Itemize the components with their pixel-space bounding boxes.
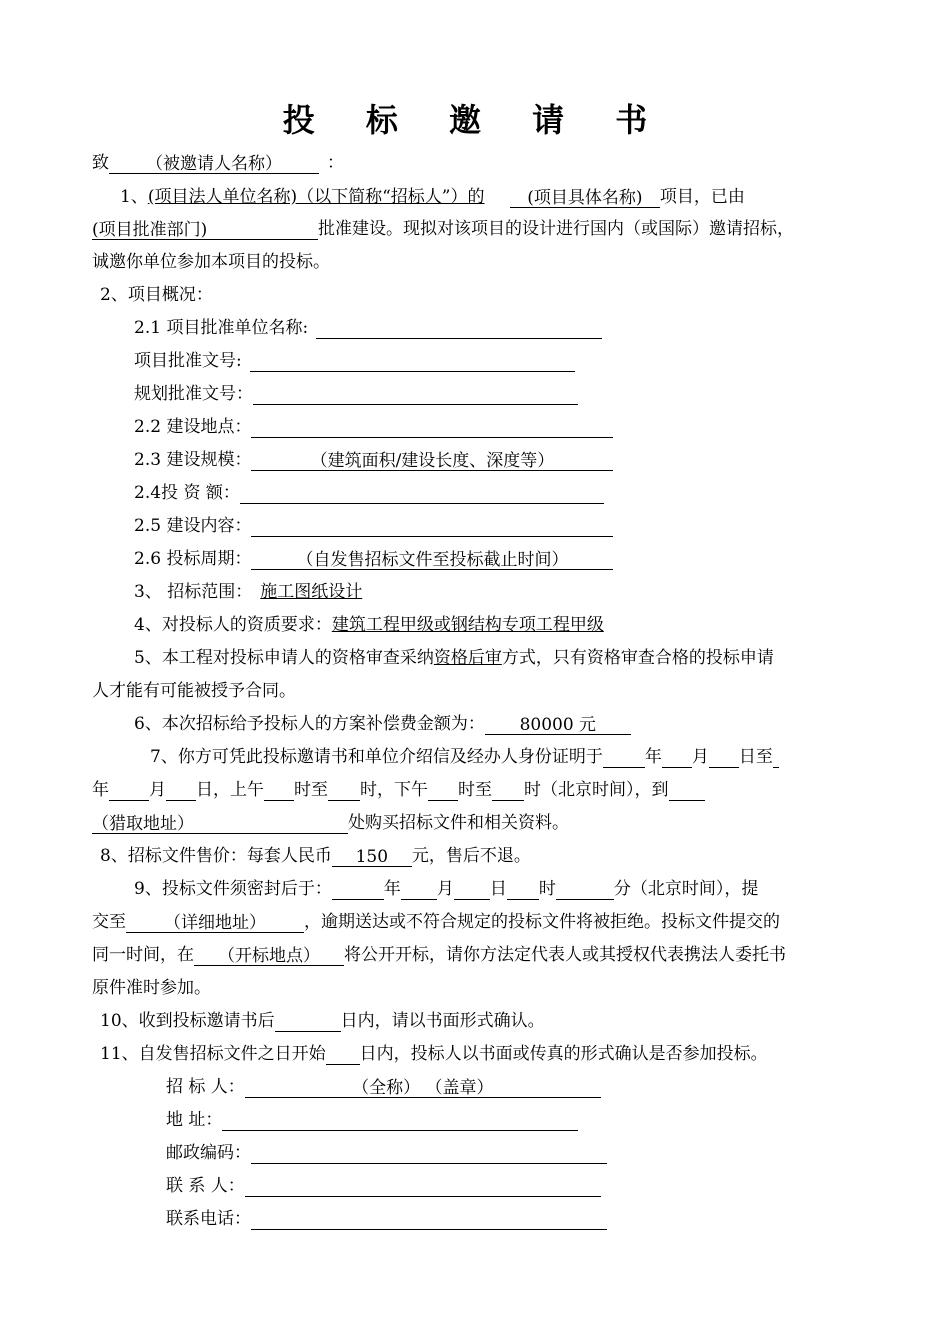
p3-label: 3、 招标范围： bbox=[134, 582, 253, 602]
p4-label: 4、对投标人的资质要求： bbox=[134, 615, 332, 635]
blank bbox=[709, 747, 739, 768]
p7-line3 bbox=[92, 812, 569, 834]
blank bbox=[603, 747, 645, 768]
p9-fen: 分（北京时间），提 bbox=[613, 879, 759, 899]
invitee-name-blank bbox=[109, 153, 319, 174]
page-title: 投 标 邀 请 书 bbox=[282, 101, 668, 139]
item-2-2-blank bbox=[251, 417, 613, 438]
p9-nian: 年 bbox=[383, 879, 401, 899]
p9-addr-blank bbox=[126, 912, 304, 933]
item-2-6-blank bbox=[251, 549, 613, 570]
p1-line1 bbox=[120, 186, 745, 208]
item-2-4-blank bbox=[240, 483, 604, 504]
p2-heading: 2、项目概况： bbox=[100, 285, 213, 305]
p7-shi-xiawu: 时，下午 bbox=[360, 780, 428, 800]
p4-value: 建筑工程甲级或钢结构专项工程甲级 bbox=[331, 615, 604, 635]
invitee-name: （被邀请人名称） bbox=[146, 154, 282, 174]
p1-mid: 项目，已由 bbox=[659, 187, 745, 207]
sign-tenderer-value: （全称） （盖章） bbox=[352, 1078, 494, 1098]
item-2-1-label: 2.1 项目批准单位名称: bbox=[134, 318, 309, 338]
p1-rest: 批准建设。现拟对该项目的设计进行国内（或国际）邀请招标， bbox=[318, 219, 794, 239]
p7-line2 bbox=[92, 779, 705, 801]
p7-addr-blank bbox=[92, 813, 348, 834]
blank bbox=[401, 879, 437, 900]
sign-address bbox=[166, 1109, 578, 1131]
p11-a: 11、自发售招标文件之日开始 bbox=[100, 1044, 326, 1064]
p7-ri-zhi: 日至 bbox=[738, 747, 773, 767]
blank bbox=[492, 780, 524, 801]
sign-contact bbox=[166, 1175, 601, 1197]
item-2-3-blank bbox=[251, 450, 613, 471]
p10-b: 日内，请以书面形式确认。 bbox=[340, 1011, 545, 1031]
item-2-2-label: 2.2 建设地点： bbox=[134, 417, 252, 437]
sign-tenderer bbox=[166, 1076, 601, 1098]
p9-a: 9、投标文件须密封后于： bbox=[134, 879, 332, 899]
p9-line1 bbox=[134, 878, 758, 900]
p8-blank bbox=[332, 846, 412, 867]
item-2-6 bbox=[134, 548, 613, 570]
p7-shi-zhi: 时至 bbox=[294, 780, 328, 800]
p9-b: ，逾期送达或不符合规定的投标文件将被拒绝。投标文件提交的 bbox=[304, 912, 780, 932]
approval-no-blank bbox=[250, 351, 575, 372]
p9-place: （开标地点） bbox=[218, 946, 320, 966]
blank bbox=[275, 1011, 341, 1032]
p9-yue: 月 bbox=[436, 879, 454, 899]
blank bbox=[166, 780, 196, 801]
item-2-3 bbox=[134, 449, 613, 471]
blank bbox=[328, 780, 360, 801]
blank bbox=[454, 879, 490, 900]
to-prefix: 致 bbox=[92, 153, 109, 173]
p9-c: 同一时间，在 bbox=[92, 945, 194, 965]
sign-contact-blank bbox=[245, 1176, 601, 1197]
approval-no bbox=[134, 350, 575, 372]
p7-tail: 处购买招标文件和相关资料。 bbox=[348, 813, 569, 833]
p7-addr: （猎取地址） bbox=[92, 814, 194, 834]
item-2-6-label: 2.6 投标周期： bbox=[134, 549, 252, 569]
p7-yue2: 月 bbox=[149, 780, 166, 800]
p6-blank bbox=[485, 714, 631, 735]
item-2-1 bbox=[134, 317, 602, 339]
sign-phone bbox=[166, 1208, 607, 1230]
item-2-3-label: 2.3 建设规模： bbox=[134, 450, 252, 470]
blank bbox=[507, 879, 539, 900]
p6-value: 80000 元 bbox=[519, 715, 597, 735]
p9-ri: 日 bbox=[489, 879, 507, 899]
item-2-2 bbox=[134, 416, 613, 438]
blank bbox=[264, 780, 294, 801]
plan-no bbox=[134, 383, 578, 405]
p9-line3 bbox=[92, 944, 786, 966]
p7-ri2: 日，上午 bbox=[196, 780, 264, 800]
p3-value: 施工图纸设计 bbox=[260, 582, 363, 602]
blank bbox=[326, 1044, 360, 1065]
approval-dept-blank bbox=[92, 219, 318, 240]
item-2-6-value: （自发售招标文件至投标截止时间） bbox=[296, 550, 569, 570]
sign-tenderer-label: 招 标 人： bbox=[166, 1077, 245, 1097]
sign-postcode-blank bbox=[251, 1143, 607, 1164]
blank bbox=[662, 747, 692, 768]
sign-address-blank bbox=[222, 1110, 578, 1131]
p5-b: 资格后审 bbox=[433, 648, 502, 668]
addressee-line bbox=[92, 152, 344, 174]
p5-c: 方式，只有资格审查合格的投标申请 bbox=[501, 648, 774, 668]
p9-d: 将公开开标，请你方法定代表人或其授权代表携法人委托书 bbox=[344, 945, 786, 965]
project-owner: (项目法人单位名称)（以下简称“招标人”）的 bbox=[147, 187, 485, 207]
p3 bbox=[134, 581, 362, 603]
item-2-5-blank bbox=[251, 516, 613, 537]
sign-phone-label: 联系电话： bbox=[166, 1209, 251, 1229]
blank bbox=[428, 780, 458, 801]
project-name-blank bbox=[510, 187, 660, 208]
p11 bbox=[100, 1043, 768, 1065]
item-2-3-value: （建筑面积/建设长度、深度等） bbox=[310, 451, 555, 471]
p10 bbox=[100, 1010, 545, 1032]
p8-value: 150 bbox=[355, 847, 389, 867]
p7-yue: 月 bbox=[691, 747, 709, 767]
p9-shi: 时 bbox=[538, 879, 556, 899]
p7-nian2: 年 bbox=[92, 780, 109, 800]
item-2-1-blank bbox=[316, 318, 602, 339]
p6 bbox=[134, 713, 631, 735]
plan-no-blank bbox=[253, 384, 578, 405]
sign-postcode bbox=[166, 1142, 607, 1164]
p7-beijing: 时（北京时间），到 bbox=[524, 780, 669, 800]
item-2-4 bbox=[134, 482, 604, 504]
p7-line1 bbox=[150, 746, 779, 768]
p1-line3: 诚邀你单位参加本项目的投标。 bbox=[92, 252, 330, 272]
sign-tenderer-blank bbox=[245, 1077, 601, 1098]
p8-a: 8、招标文件售价：每套人民币 bbox=[100, 846, 332, 866]
project-name: (项目具体名称) bbox=[527, 188, 643, 208]
sign-postcode-label: 邮政编码： bbox=[166, 1143, 251, 1163]
blank bbox=[109, 780, 149, 801]
p10-a: 10、收到投标邀请书后 bbox=[100, 1011, 275, 1031]
sign-phone-blank bbox=[251, 1209, 607, 1230]
p8-b: 元，售后不退。 bbox=[411, 846, 531, 866]
p11-b: 日内，投标人以书面或传真的形式确认是否参加投标。 bbox=[359, 1044, 768, 1064]
p7-nian: 年 bbox=[644, 747, 662, 767]
item-2-5-label: 2.5 建设内容： bbox=[134, 516, 252, 536]
item-2-4-label: 2.4投 资 额： bbox=[134, 483, 240, 503]
p6-label: 6、本次招标给予投标人的方案补偿费金额为： bbox=[134, 714, 485, 734]
p5-line1 bbox=[134, 647, 774, 669]
p9-line2 bbox=[92, 911, 780, 933]
p5-line2: 人才能有可能被授予合同。 bbox=[92, 681, 296, 701]
p9-place-blank bbox=[194, 945, 344, 966]
p7-shi-zhi2: 时至 bbox=[458, 780, 492, 800]
p7-a: 7、你方可凭此投标邀请书和单位介绍信及经办人身份证明于 bbox=[150, 747, 603, 767]
p4 bbox=[134, 614, 604, 636]
p5-a: 5、本工程对投标申请人的资格审查采纳 bbox=[134, 648, 434, 668]
approval-no-label: 项目批准文号: bbox=[134, 351, 242, 371]
blank bbox=[556, 879, 614, 900]
blank bbox=[332, 879, 384, 900]
plan-no-label: 规划批准文号： bbox=[134, 384, 253, 404]
p9-line4: 原件准时参加。 bbox=[92, 978, 211, 998]
p9-jiao: 交至 bbox=[92, 912, 126, 932]
p8 bbox=[100, 845, 531, 867]
p9-addr: （详细地址） bbox=[164, 913, 266, 933]
item-2-5 bbox=[134, 515, 613, 537]
sign-address-label: 地 址： bbox=[166, 1110, 223, 1130]
approval-dept: (项目批准部门) bbox=[92, 220, 208, 240]
p1-line2 bbox=[92, 218, 794, 240]
to-suffix: ： bbox=[327, 153, 344, 173]
p1-number: 1、 bbox=[120, 187, 148, 207]
blank bbox=[669, 780, 705, 801]
sign-contact-label: 联 系 人： bbox=[166, 1176, 245, 1196]
blank bbox=[773, 747, 779, 768]
